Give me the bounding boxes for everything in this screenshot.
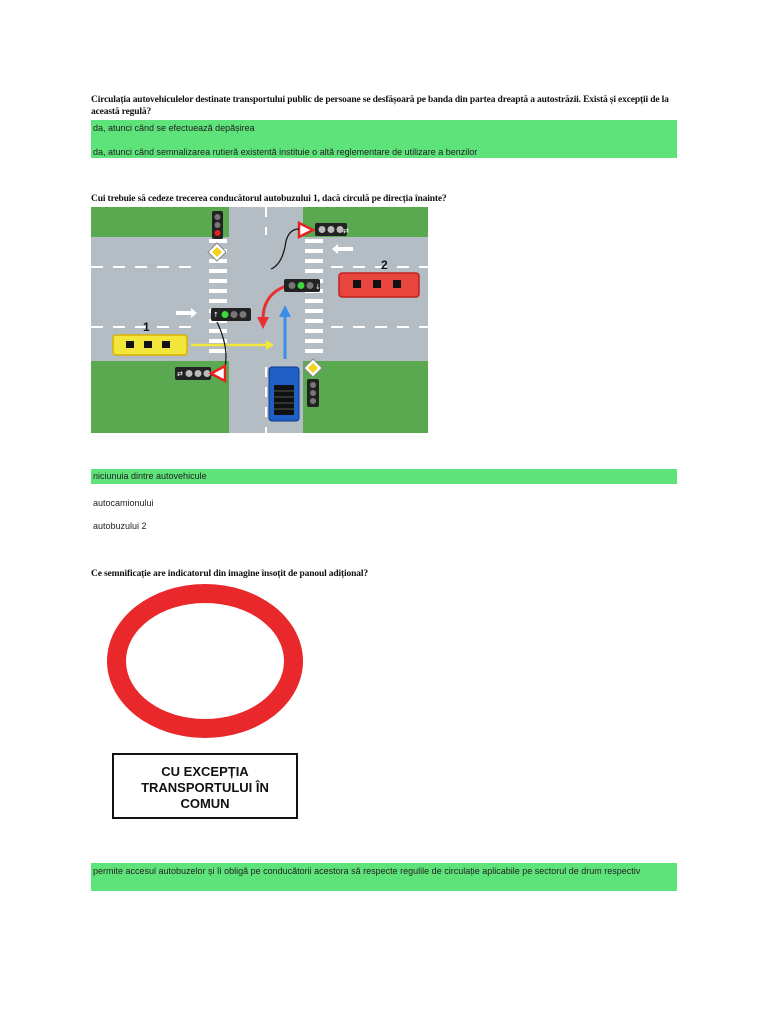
panel-line-3: COMUN xyxy=(180,796,230,811)
vehicle1-label: 1 xyxy=(143,320,150,334)
answer-2b[interactable]: autocamionului xyxy=(93,498,154,508)
vehicle2-label: 2 xyxy=(381,258,388,272)
panel-line-1: CU EXCEPȚIA xyxy=(161,764,249,779)
prohibition-sign-icon xyxy=(104,581,306,741)
svg-text:⇄: ⇄ xyxy=(343,227,349,235)
question-2: Cui trebuie să cedeze trecerea conducătorul autobuzului 1, dacă circulă pe direcția înainte? xyxy=(91,194,447,204)
answer-2a[interactable]: niciunuia dintre autovehicule xyxy=(91,469,677,484)
additional-panel xyxy=(112,753,298,819)
svg-text:↑: ↑ xyxy=(213,311,219,319)
answer-1a[interactable]: da, atunci când se efectuează depășirea xyxy=(91,120,677,158)
answer-1b[interactable]: da, atunci când semnalizarea rutieră existentă instituie o altă reglementare de utilizare a benzilor xyxy=(93,147,478,157)
svg-text:↓: ↓ xyxy=(315,283,321,291)
question-1: Circulația autovehiculelor destinate transportului public de persoane se desfășoară pe banda din partea dreaptă a autostrăzii. Există și excepții de la această regulă? xyxy=(91,95,669,117)
svg-text:⇄: ⇄ xyxy=(177,370,183,378)
question-3: Ce semnificație are indicatorul din imagine însoțit de panoul adițional? xyxy=(91,569,368,579)
answer-3a[interactable]: permite accesul autobuzelor și îi obligă pe conducătorii acestora să respecte regulile de circulație aplicabile pe sectorul de drum respectiv xyxy=(91,863,677,891)
panel-line-2: TRANSPORTULUI ÎN xyxy=(141,780,269,795)
answer-2c[interactable]: autobuzului 2 xyxy=(93,521,147,531)
intersection-diagram xyxy=(91,207,428,433)
